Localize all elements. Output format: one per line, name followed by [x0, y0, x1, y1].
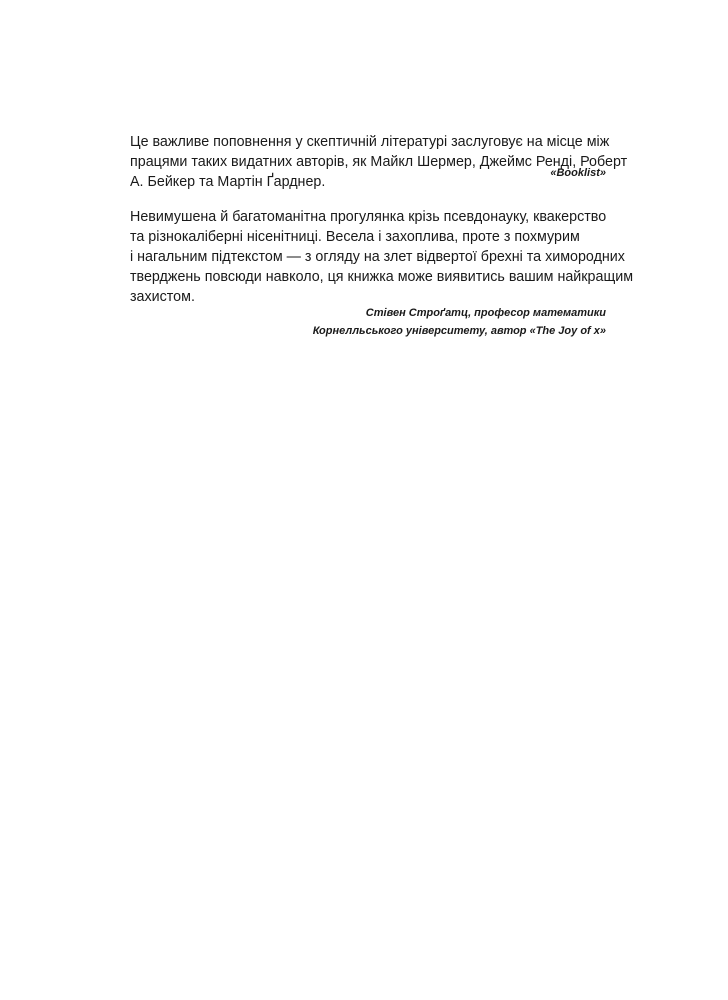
attribution-booklist: [130, 164, 606, 182]
attribution-strogatz: [130, 304, 606, 340]
blurb-quote-booklist: [130, 132, 628, 192]
attribution-line: Стівен Строґатц, професор математики: [365, 307, 606, 319]
quote-line: А. Бейкер та Мартін Ґарднер.: [130, 174, 326, 190]
quote-line: і нагальним підтекстом — з огляду на злет відвертої брехні та химородних: [130, 249, 625, 265]
quote-line: Це важливе поповнення у скептичній літературі заслуговує на місце між: [130, 134, 610, 150]
quote-line: та різнокаліберні нісенітниці. Весела і захоплива, проте з похмурим: [130, 229, 580, 245]
quote-line: тверджень повсюди навколо, ця книжка може виявитись вашим найкращим: [130, 269, 634, 285]
attribution-line: Корнелльського університету, автор «The Joy of x»: [312, 325, 606, 337]
attribution-line: «Booklist»: [550, 167, 606, 179]
blurb-quote-strogatz: [130, 207, 634, 307]
quote-line: Невимушена й багатоманітна прогулянка крізь псевдонауку, квакерство: [130, 209, 607, 225]
quote-line: захистом.: [130, 289, 195, 305]
quote-line: працями таких видатних авторів, як Майкл Шермер, Джеймс Ренді, Роберт: [130, 154, 628, 170]
